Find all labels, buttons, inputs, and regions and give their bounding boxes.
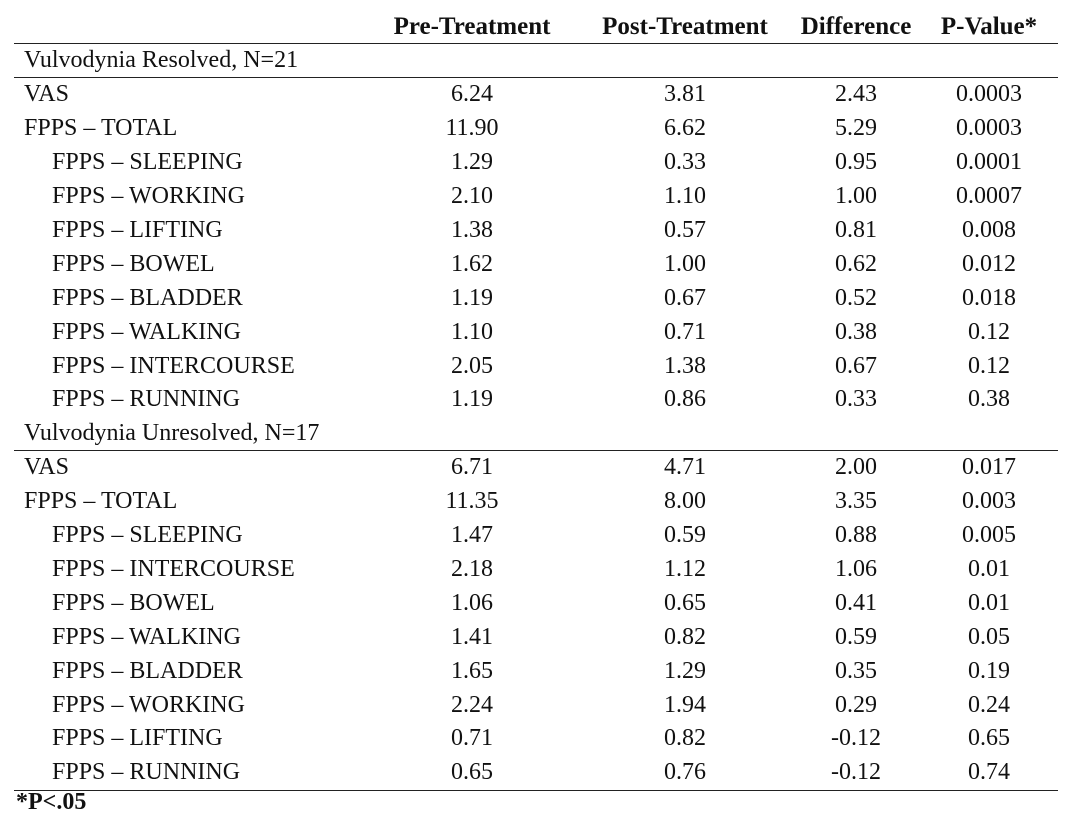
row-label: FPPS – BLADDER [52, 284, 243, 311]
group-header-row [14, 44, 1058, 78]
table-row [14, 519, 1058, 553]
cell-pre-treatment: 6.24 [451, 81, 493, 108]
cell-p-value: 0.05 [968, 623, 1010, 650]
cell-difference: 0.81 [835, 217, 877, 243]
cell-post-treatment: 1.12 [664, 556, 706, 583]
cell-difference: 2.00 [835, 454, 877, 481]
cell-pre-treatment: 1.29 [451, 149, 493, 176]
row-label: FPPS – TOTAL [24, 488, 178, 515]
cell-difference: 0.67 [835, 352, 877, 379]
cell-p-value: 0.19 [968, 657, 1010, 684]
table-footnote: *P<.05 [16, 789, 87, 815]
header-row [14, 10, 1058, 44]
cell-post-treatment: 0.67 [664, 284, 706, 311]
cell-post-treatment: 6.62 [664, 115, 706, 142]
row-label: FPPS – RUNNING [52, 386, 241, 413]
cell-p-value: 0.01 [968, 556, 1010, 583]
cell-pre-treatment: 1.19 [451, 284, 493, 311]
cell-post-treatment: 1.38 [664, 352, 706, 379]
table-row [14, 586, 1058, 620]
cell-pre-treatment: 1.41 [451, 623, 493, 650]
cell-difference: 0.95 [835, 149, 877, 176]
cell-p-value: 0.12 [968, 352, 1010, 379]
cell-post-treatment: 8.00 [664, 488, 706, 515]
table-row [14, 281, 1058, 315]
cell-difference: 0.35 [835, 657, 877, 684]
table-row [14, 553, 1058, 587]
cell-difference: 3.35 [835, 488, 877, 515]
row-label: FPPS – LIFTING [52, 217, 223, 243]
row-label: FPPS – TOTAL [24, 115, 178, 142]
results-table-container [14, 10, 1058, 791]
table-row [14, 247, 1058, 281]
table-row [14, 146, 1058, 180]
cell-difference: 0.88 [835, 522, 877, 549]
row-label: FPPS – INTERCOURSE [52, 556, 295, 583]
row-label: VAS [24, 454, 69, 481]
row-label: FPPS – BOWEL [52, 589, 215, 616]
cell-p-value: 0.008 [962, 217, 1016, 243]
cell-post-treatment: 1.29 [664, 657, 706, 684]
cell-post-treatment: 3.81 [664, 81, 706, 108]
cell-pre-treatment: 11.35 [445, 488, 499, 515]
cell-post-treatment: 1.00 [664, 250, 706, 277]
row-label: FPPS – WORKING [52, 183, 245, 210]
cell-difference: 0.41 [835, 589, 877, 616]
cell-post-treatment: 0.82 [664, 623, 706, 650]
header-pre-treatment: Pre-Treatment [366, 10, 578, 44]
cell-p-value: 0.017 [962, 454, 1016, 481]
cell-pre-treatment: 2.10 [451, 183, 493, 210]
cell-p-value: 0.003 [962, 488, 1016, 515]
cell-p-value: 0.74 [920, 756, 1058, 790]
cell-difference: -0.12 [831, 725, 881, 752]
table-row [14, 214, 1058, 248]
row-label: FPPS – WALKING [52, 623, 241, 650]
table-row [14, 654, 1058, 688]
group-header-row [14, 417, 1058, 451]
table-row [14, 180, 1058, 214]
row-label: FPPS – WORKING [52, 691, 245, 718]
cell-p-value: 0.005 [962, 522, 1016, 549]
cell-post-treatment: 1.10 [664, 183, 706, 210]
cell-difference: 2.43 [835, 81, 877, 108]
cell-pre-treatment: 1.62 [451, 250, 493, 277]
table-row [14, 78, 1058, 112]
cell-pre-treatment: 1.38 [451, 217, 493, 243]
cell-post-treatment: 0.59 [664, 522, 706, 549]
cell-p-value: 0.65 [968, 725, 1010, 752]
results-table [14, 10, 1058, 791]
row-label: FPPS – INTERCOURSE [52, 352, 295, 379]
table-row [14, 450, 1058, 484]
cell-post-treatment: 0.65 [664, 589, 706, 616]
cell-p-value: 0.012 [962, 250, 1016, 277]
cell-post-treatment: 0.82 [664, 725, 706, 752]
table-row [14, 112, 1058, 146]
header-label-column [14, 10, 366, 44]
cell-post-treatment: 0.33 [664, 149, 706, 176]
header-p-value: P-Value* [920, 10, 1058, 44]
cell-pre-treatment: 1.65 [451, 657, 493, 684]
cell-pre-treatment: 1.06 [451, 589, 493, 616]
cell-difference: 0.59 [835, 623, 877, 650]
table-row [14, 688, 1058, 722]
table-row [14, 756, 1058, 790]
cell-pre-treatment: 1.19 [451, 386, 493, 413]
cell-p-value: 0.0001 [956, 149, 1022, 176]
group-unresolved [14, 417, 1058, 790]
table-row [14, 620, 1058, 654]
cell-post-treatment: 0.71 [664, 318, 706, 345]
cell-difference: 0.38 [835, 318, 877, 345]
cell-p-value: 0.12 [968, 318, 1010, 345]
table-row [14, 485, 1058, 519]
row-label: FPPS – BLADDER [52, 657, 243, 684]
cell-pre-treatment: 0.65 [366, 756, 578, 790]
cell-post-treatment: 1.94 [664, 691, 706, 718]
cell-p-value: 0.018 [962, 284, 1016, 311]
cell-post-treatment: 0.86 [664, 386, 706, 413]
table-row [14, 315, 1058, 349]
group-label: Vulvodynia Resolved, N=21 [14, 44, 1058, 78]
cell-post-treatment: 4.71 [664, 454, 706, 481]
cell-difference: 0.29 [835, 691, 877, 718]
header-difference: Difference [792, 10, 920, 44]
cell-pre-treatment: 1.10 [451, 318, 493, 345]
cell-difference: 5.29 [835, 115, 877, 142]
row-label: FPPS – SLEEPING [52, 149, 243, 176]
cell-post-treatment: 0.57 [664, 217, 706, 243]
cell-pre-treatment: 0.71 [451, 725, 493, 752]
row-label: FPPS – SLEEPING [52, 522, 243, 549]
cell-pre-treatment: 1.47 [451, 522, 493, 549]
cell-pre-treatment: 2.05 [451, 352, 493, 379]
cell-difference: -0.12 [792, 756, 920, 790]
cell-difference: 0.52 [835, 284, 877, 311]
header-post-treatment: Post-Treatment [578, 10, 792, 44]
cell-p-value: 0.24 [968, 691, 1010, 718]
cell-difference: 0.33 [835, 386, 877, 413]
row-label: FPPS – BOWEL [52, 250, 215, 277]
table-header [14, 10, 1058, 44]
row-label: VAS [24, 81, 69, 108]
cell-post-treatment: 0.76 [578, 756, 792, 790]
cell-p-value: 0.0003 [956, 115, 1022, 142]
table-row [14, 383, 1058, 417]
row-label: FPPS – WALKING [52, 318, 241, 345]
cell-difference: 1.06 [835, 556, 877, 583]
cell-difference: 0.62 [835, 250, 877, 277]
cell-pre-treatment: 2.24 [451, 691, 493, 718]
cell-pre-treatment: 2.18 [451, 556, 493, 583]
group-resolved [14, 44, 1058, 417]
row-label: FPPS – LIFTING [52, 725, 223, 752]
group-label: Vulvodynia Unresolved, N=17 [14, 417, 1058, 451]
cell-difference: 1.00 [835, 183, 877, 210]
table-row [14, 349, 1058, 383]
cell-p-value: 0.01 [968, 589, 1010, 616]
table-row [14, 722, 1058, 756]
cell-p-value: 0.38 [968, 386, 1010, 413]
cell-p-value: 0.0007 [956, 183, 1022, 210]
cell-p-value: 0.0003 [956, 81, 1022, 108]
cell-pre-treatment: 6.71 [451, 454, 493, 481]
cell-pre-treatment: 11.90 [445, 115, 499, 142]
row-label: FPPS – RUNNING [14, 756, 366, 790]
